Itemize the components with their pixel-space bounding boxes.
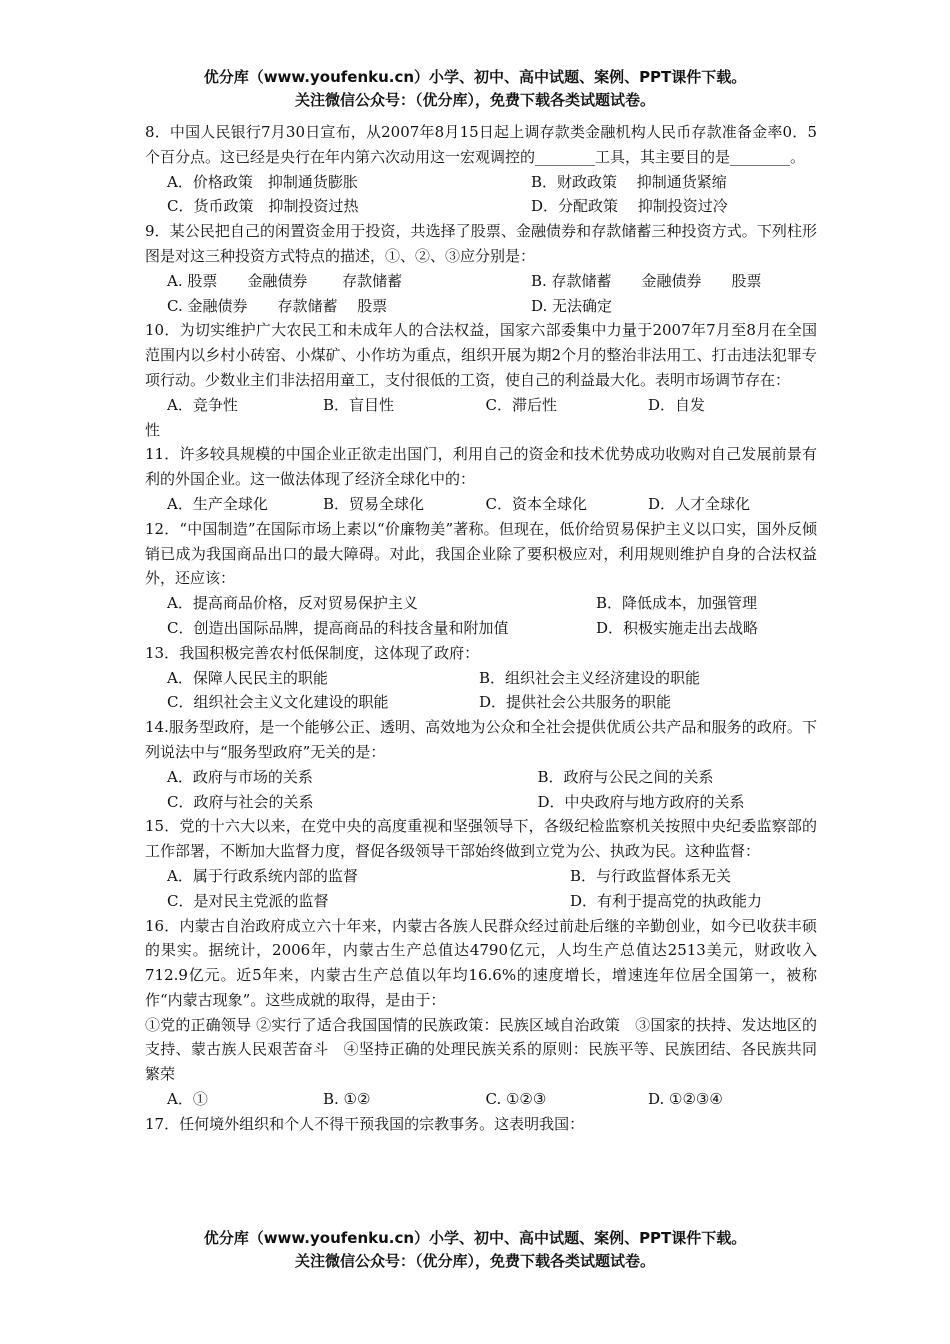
- option-a: A．政府与市场的关系: [167, 767, 313, 786]
- option-d: D．分配政策 抑制投资过冷: [531, 197, 728, 216]
- option-b: B．财政政策 抑制通货紧缩: [531, 172, 727, 191]
- option-b: B．政府与公民之间的关系: [537, 767, 714, 786]
- option-c: C．是对民主党派的监督: [167, 891, 329, 910]
- options-row: [145, 269, 817, 294]
- options-row: [145, 864, 817, 889]
- option-b: B. ①②: [323, 1090, 371, 1109]
- option-c: C．资本全球化: [485, 494, 587, 513]
- option-a: A．竞争性: [167, 395, 238, 414]
- question-stem: 8．中国人民银行7月30日宣布，从2007年8月15日起上调存款类金融机构人民币存款准备金率0．5个百分点。这已经是央行在年内第六次动用这一宏观调控的________工具，其主要目的是________。: [145, 123, 817, 166]
- option-a: A．价格政策 抑制通货膨胀: [167, 172, 358, 191]
- question-8: [145, 120, 817, 219]
- header-line-1: 优分库（www.youfenku.cn）小学、初中、高中试题、案例、PPT课件下载。: [203, 68, 747, 86]
- option-c: C．政府与社会的关系: [167, 792, 314, 811]
- options-row: [145, 790, 817, 815]
- option-b: B. 存款储蓄 金融债券 股票: [531, 271, 762, 290]
- options-row: [145, 666, 817, 691]
- options-row: [145, 616, 817, 641]
- option-d: D．中央政府与地方政府的关系: [537, 792, 745, 811]
- question-list: [145, 120, 817, 1137]
- options-row: [145, 492, 817, 517]
- question-stem: 13．我国积极完善农村低保制度，这体现了政府：: [145, 643, 480, 662]
- question-13: [145, 641, 817, 715]
- option-c: C. 金融债券 存款储蓄 股票: [167, 296, 388, 315]
- option-a: A．①: [167, 1090, 208, 1109]
- option-b: B．降低成本，加强管理: [596, 594, 758, 613]
- options-row: [145, 1087, 817, 1112]
- option-c: C．滞后性: [485, 395, 557, 414]
- footer-line-1: 优分库（www.youfenku.cn）小学、初中、高中试题、案例、PPT课件下载。: [203, 1229, 747, 1247]
- question-9: [145, 219, 817, 318]
- question-stem: 16．内蒙古自治政府成立六十年来，内蒙古各族人民群众经过前赴后继的辛勤创业，如今已收获丰硕的果实。据统计，2006年，内蒙古生产总值达4790亿元，人均生产总值达2513美元，财政收入712.9亿元。近5年来，内蒙古生产总值以年均16.6%的速度增长，增速连年位居全国第一，被称作“内蒙古现象”。这些成就的取得，是由于：: [145, 916, 817, 1009]
- option-b: B．与行政监督体系无关: [570, 866, 732, 885]
- option-d: D. 无法确定: [531, 296, 613, 315]
- options-row: [145, 294, 817, 319]
- question-stem: 15．党的十六大以来，在党中央的高度重视和坚强领导下，各级纪检监察机关按照中央纪委监察部的工作部署，不断加大监督力度，督促各级领导干部始终做到立党为公、执政为民。这种监督：: [145, 817, 817, 861]
- option-c: C. ①②③: [485, 1090, 547, 1109]
- options-row: [145, 690, 817, 715]
- options-row: [145, 194, 817, 219]
- options-row: [145, 765, 817, 790]
- option-b: B．贸易全球化: [323, 494, 425, 513]
- option-b: B．组织社会主义经济建设的职能: [479, 668, 701, 687]
- question-11: [145, 442, 817, 516]
- question-stem: 12．“中国制造”在国际市场上素以“价廉物美”著称。但现在，低价给贸易保护主义以口实，国外反倾销已成为我国商品出口的最大障碍。对此，我国企业除了要积极应对，利用规则维护自身的合法权益外，还应该：: [145, 519, 817, 588]
- question-10: [145, 318, 817, 442]
- option-c: C．创造出国际品牌，提高商品的科技含量和附加值: [167, 618, 509, 637]
- option-d: D．有利于提高党的执政能力: [570, 891, 763, 910]
- option-b: B．盲目性: [323, 395, 395, 414]
- options-row: [145, 170, 817, 195]
- option-c: C．组织社会主义文化建设的职能: [167, 693, 389, 712]
- footer-banner: [0, 1227, 950, 1273]
- option-d-continued: 性: [145, 420, 161, 439]
- option-d: D．积极实施走出去战略: [596, 618, 759, 637]
- option-d: D. ①②③④: [648, 1090, 723, 1109]
- options-row: [145, 591, 817, 616]
- option-a: A．属于行政系统内部的监督: [167, 866, 358, 885]
- question-stem: 10．为切实维护广大农民工和未成年人的合法权益，国家六部委集中力量于2007年7月至8月在全国范围内以乡村小砖窑、小煤矿、小作坊为重点，组织开展为期2个月的整治非法用工、打击违法犯罪专项行动。少数业主们非法招用童工，支付很低的工资，使自己的利益最大化。表明市场调节存在：: [145, 321, 817, 389]
- footer-line-2: 关注微信公众号：（优分库），免费下载各类试题试卷。: [294, 1252, 655, 1270]
- question-stem: 14.服务型政府，是一个能够公正、透明、高效地为公众和全社会提供优质公共产品和服务的政府。下列说法中与“服务型政府”无关的是：: [145, 718, 817, 761]
- question-16: [145, 914, 817, 1112]
- option-d: D．提供社会公共服务的职能: [479, 693, 672, 712]
- question-stem: 11．许多较具规模的中国企业正欲走出国门，利用自己的资金和技术优势成功收购对自己发展前景有利的外国企业。这一做法体现了经济全球化中的：: [145, 445, 817, 489]
- question-stem: 9．某公民把自己的闲置资金用于投资，共选择了股票、金融债券和存款储蓄三种投资方式。下列柱形图是对这三种投资方式特点的描述，①、②、③应分别是：: [145, 222, 817, 265]
- option-a: A. 股票 金融债券 存款储蓄: [167, 271, 403, 290]
- options-row: [145, 393, 817, 418]
- question-stem: 17．任何境外组织和个人不得干预我国的宗教事务。这表明我国：: [145, 1114, 585, 1133]
- options-row: [145, 889, 817, 914]
- option-a: A．生产全球化: [167, 494, 268, 513]
- option-a: A．提高商品价格，反对贸易保护主义: [167, 594, 418, 613]
- question-12: [145, 517, 817, 641]
- option-c: C．货币政策 抑制投资过热: [167, 197, 359, 216]
- question-15: [145, 814, 817, 913]
- option-d: D．人才全球化: [648, 494, 751, 513]
- header-banner: [0, 66, 950, 112]
- statement-list: ①党的正确领导 ②实行了适合我国国情的民族政策：民族区域自治政策 ③国家的扶持、发达地区的支持、蒙古族人民艰苦奋斗 ④坚持正确的处理民族关系的原则：民族平等、民族团结、各民族共同繁荣: [145, 1015, 817, 1084]
- header-line-2: 关注微信公众号：（优分库），免费下载各类试题试卷。: [294, 91, 655, 109]
- question-17: [145, 1112, 817, 1137]
- question-14: [145, 715, 817, 814]
- option-a: A．保障人民民主的职能: [167, 668, 328, 687]
- option-d: D．自发: [648, 395, 706, 414]
